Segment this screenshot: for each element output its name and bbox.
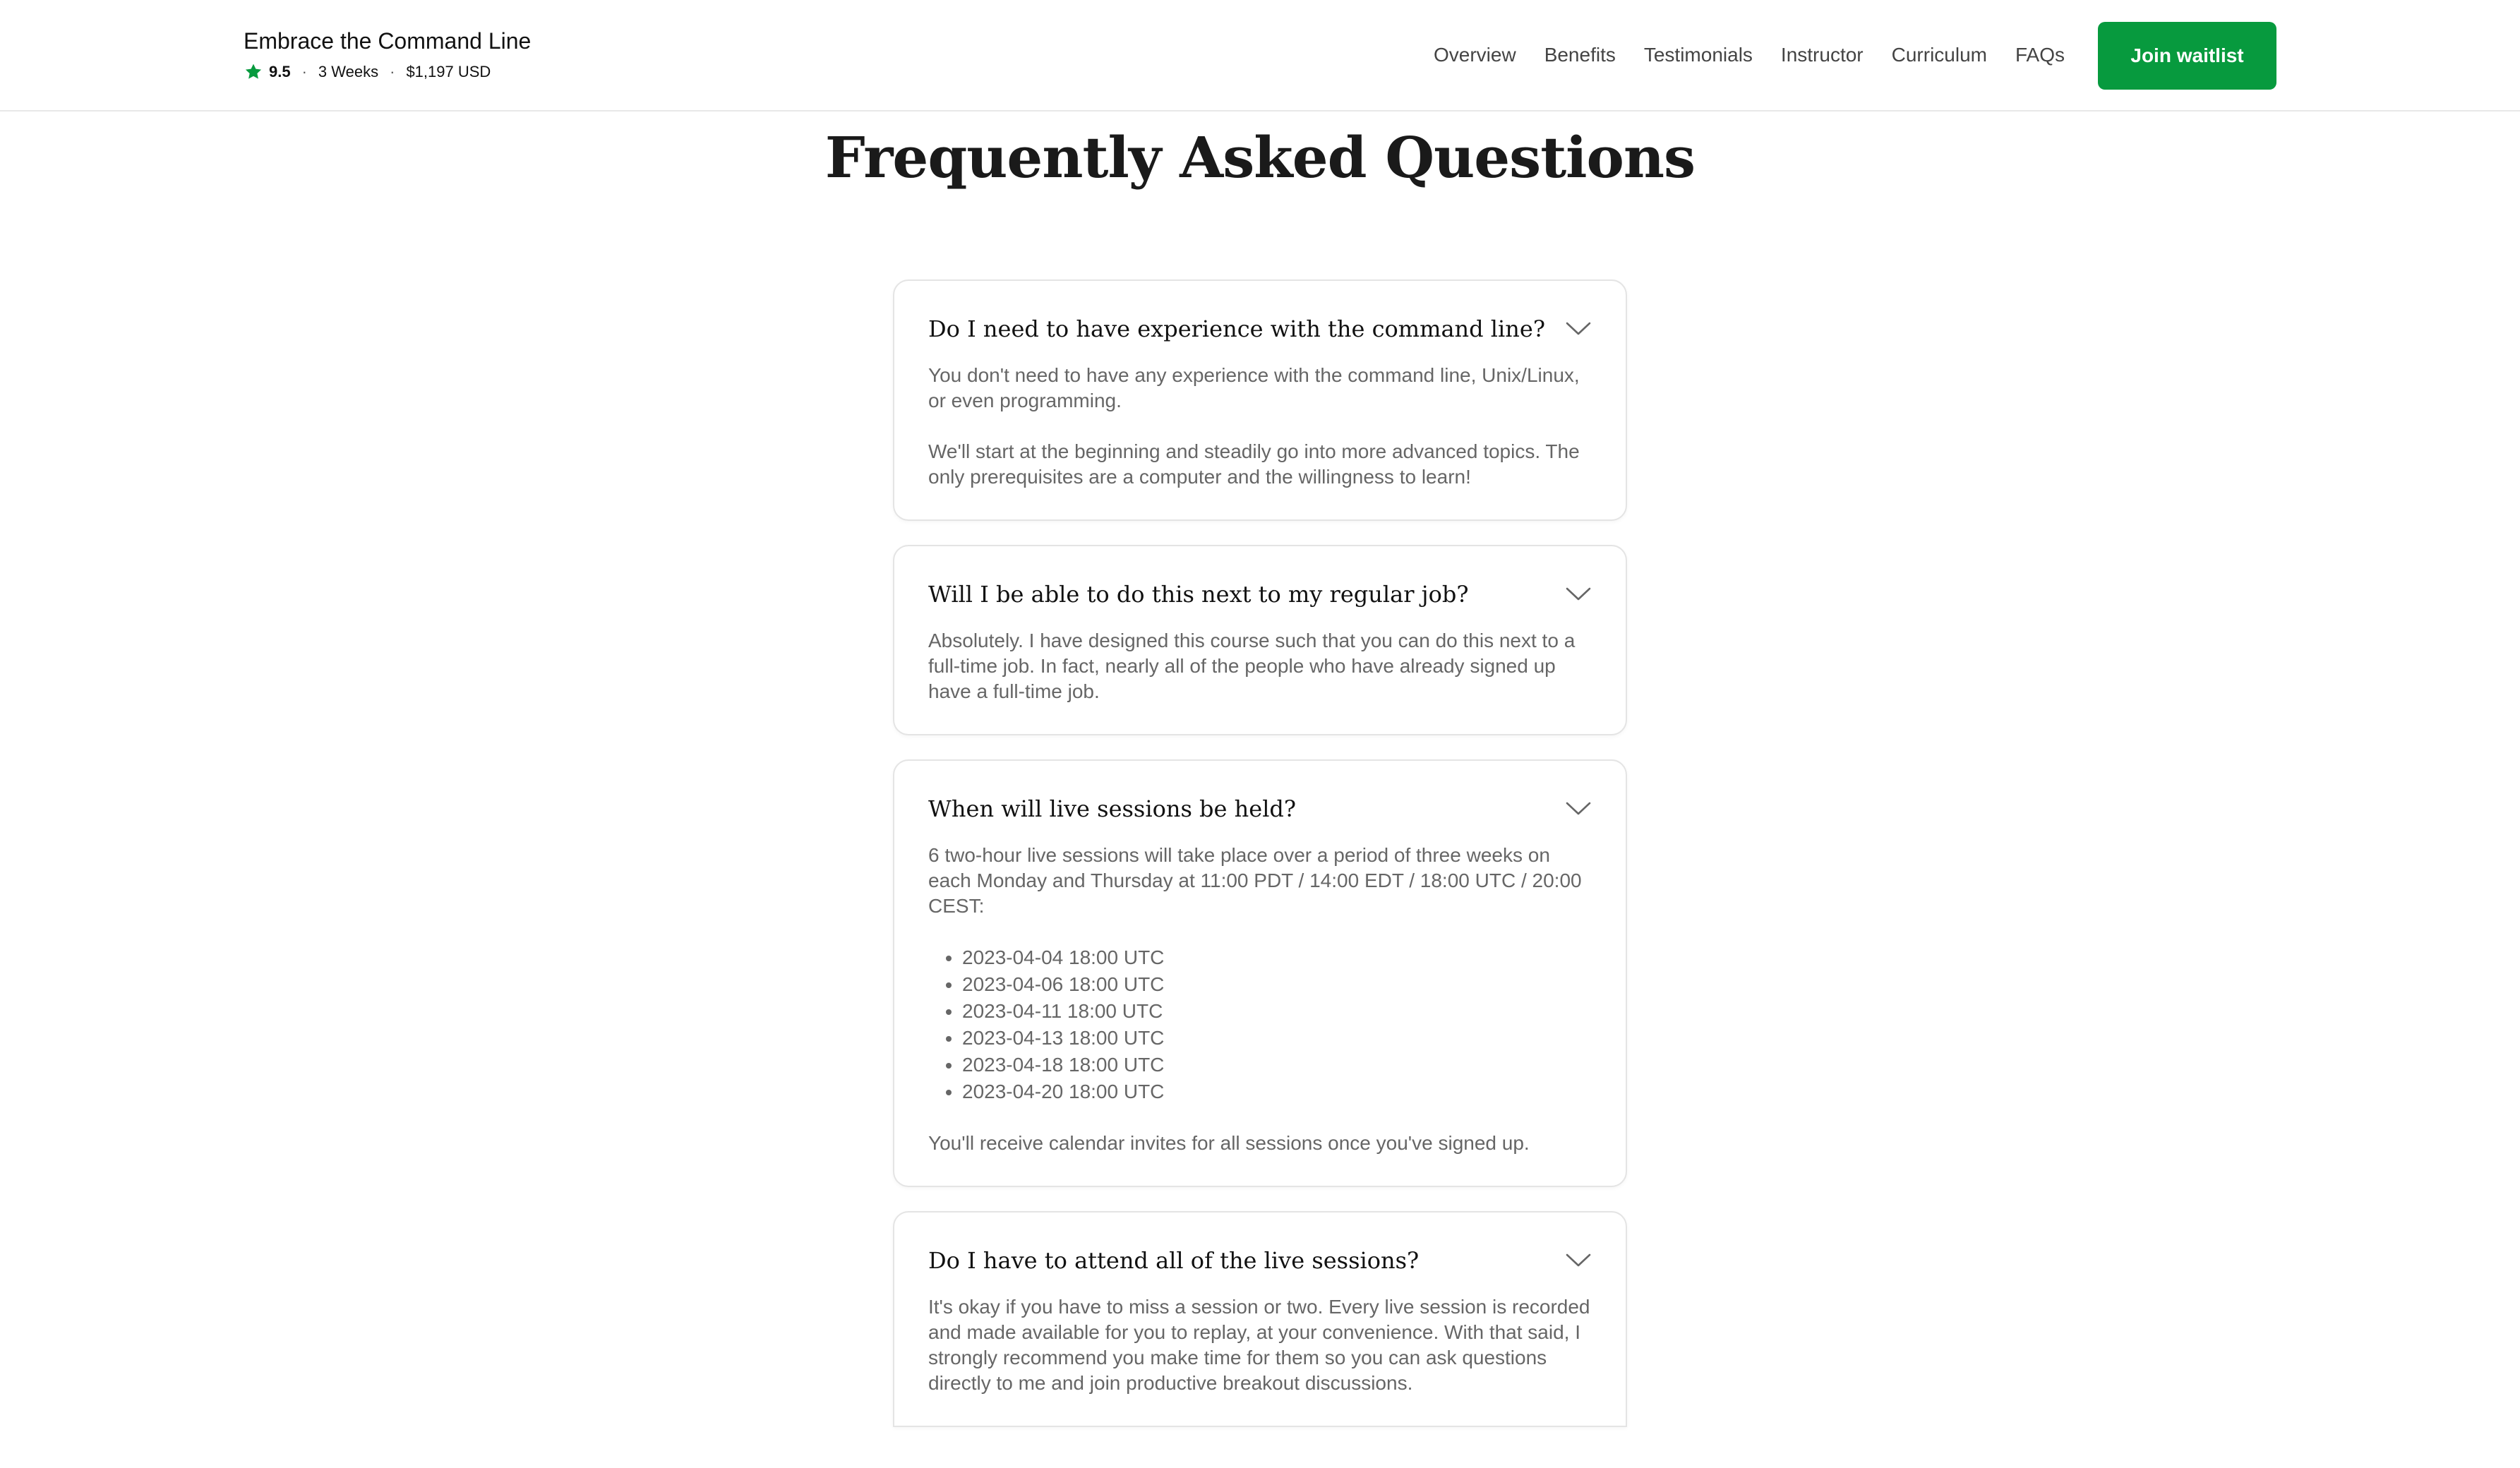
faq-answer-paragraph: Absolutely. I have designed this course such that you can do this next to a full-time job. In fact, nearly all of the people who have already signed up have a full-time job.: [928, 630, 1576, 702]
faq-answer-paragraph: You don't need to have any experience with the command line, Unix/Linux, or even programming.: [928, 364, 1580, 411]
faq-answer-paragraph: We'll start at the beginning and steadily go into more advanced topics. The only prerequisites are a computer and the willingness to learn!: [928, 440, 1580, 488]
nav-link-curriculum[interactable]: Curriculum: [1891, 44, 1987, 66]
faq-question: Do I need to have experience with the command line?: [928, 315, 1545, 342]
main-nav: [1434, 0, 2065, 110]
nav-link-overview[interactable]: Overview: [1433, 44, 1516, 66]
chevron-down-icon[interactable]: [1565, 800, 1592, 817]
faq-question-toggle[interactable]: [928, 793, 1592, 824]
nav-link-instructor[interactable]: Instructor: [1780, 44, 1864, 66]
session-date: • 2023-04-11 18:00 UTC: [962, 998, 1592, 1025]
faq-answer: [928, 628, 1592, 704]
course-rating: 9.5: [269, 63, 291, 80]
join-waitlist-button[interactable]: Join waitlist: [2098, 22, 2276, 90]
faq-question-toggle[interactable]: [928, 579, 1592, 610]
faq-item: [893, 1211, 1627, 1427]
session-date: • 2023-04-13 18:00 UTC: [962, 1025, 1592, 1052]
faq-item: [893, 759, 1627, 1187]
faq-answer-paragraph: It's okay if you have to miss a session or two. Every live session is recorded and made available for you to replay, at your convenience. With that said, I strongly recommend you make time for them so you can ask questions directly to me and join productive breakout discussions.: [928, 1296, 1590, 1394]
site-header: [0, 0, 2520, 112]
faq-question-toggle[interactable]: [928, 313, 1592, 344]
course-duration: 3 Weeks: [318, 63, 379, 80]
faq-question: Will I be able to do this next to my regular job?: [928, 581, 1469, 608]
course-meta: [244, 62, 531, 82]
session-date: • 2023-04-18 18:00 UTC: [962, 1052, 1592, 1078]
chevron-down-icon[interactable]: [1565, 320, 1592, 337]
faq-answer-intro: 6 two-hour live sessions will take place over a period of three weeks on each Monday and Thursday at 11:00 PDT / 14:00 EDT / 18:00 UTC / 20:00 CEST:: [928, 844, 1582, 917]
meta-separator: ·: [301, 63, 307, 80]
session-list: [928, 944, 1592, 1105]
faq-list: [893, 279, 1627, 1451]
faq-question-toggle[interactable]: [928, 1245, 1592, 1276]
meta-separator: ·: [390, 63, 395, 80]
faq-answer-outro: You'll receive calendar invites for all sessions once you've signed up.: [928, 1132, 1530, 1154]
chevron-down-icon[interactable]: [1565, 1252, 1592, 1269]
session-date: • 2023-04-06 18:00 UTC: [962, 971, 1592, 998]
nav-link-testimonials[interactable]: Testimonials: [1643, 44, 1753, 66]
faq-question: Do I have to attend all of the live sessions?: [928, 1247, 1420, 1274]
chevron-down-icon[interactable]: [1565, 586, 1592, 603]
course-brand[interactable]: [244, 27, 531, 82]
course-title: Embrace the Command Line: [244, 28, 532, 54]
faq-answer: [928, 843, 1592, 1156]
faq-answer: [928, 363, 1592, 490]
faq-question: When will live sessions be held?: [928, 795, 1297, 822]
session-date: • 2023-04-04 18:00 UTC: [962, 944, 1592, 971]
course-price: $1,197 USD: [406, 63, 491, 80]
faq-item: [893, 545, 1627, 735]
session-date: • 2023-04-20 18:00 UTC: [962, 1078, 1592, 1105]
nav-link-faqs[interactable]: FAQs: [2015, 44, 2065, 66]
nav-link-benefits[interactable]: Benefits: [1544, 44, 1616, 66]
faq-item: [893, 279, 1627, 521]
page-title: Frequently Asked Questions: [824, 124, 1696, 191]
star-icon: [244, 62, 263, 82]
faq-answer: [928, 1294, 1592, 1396]
